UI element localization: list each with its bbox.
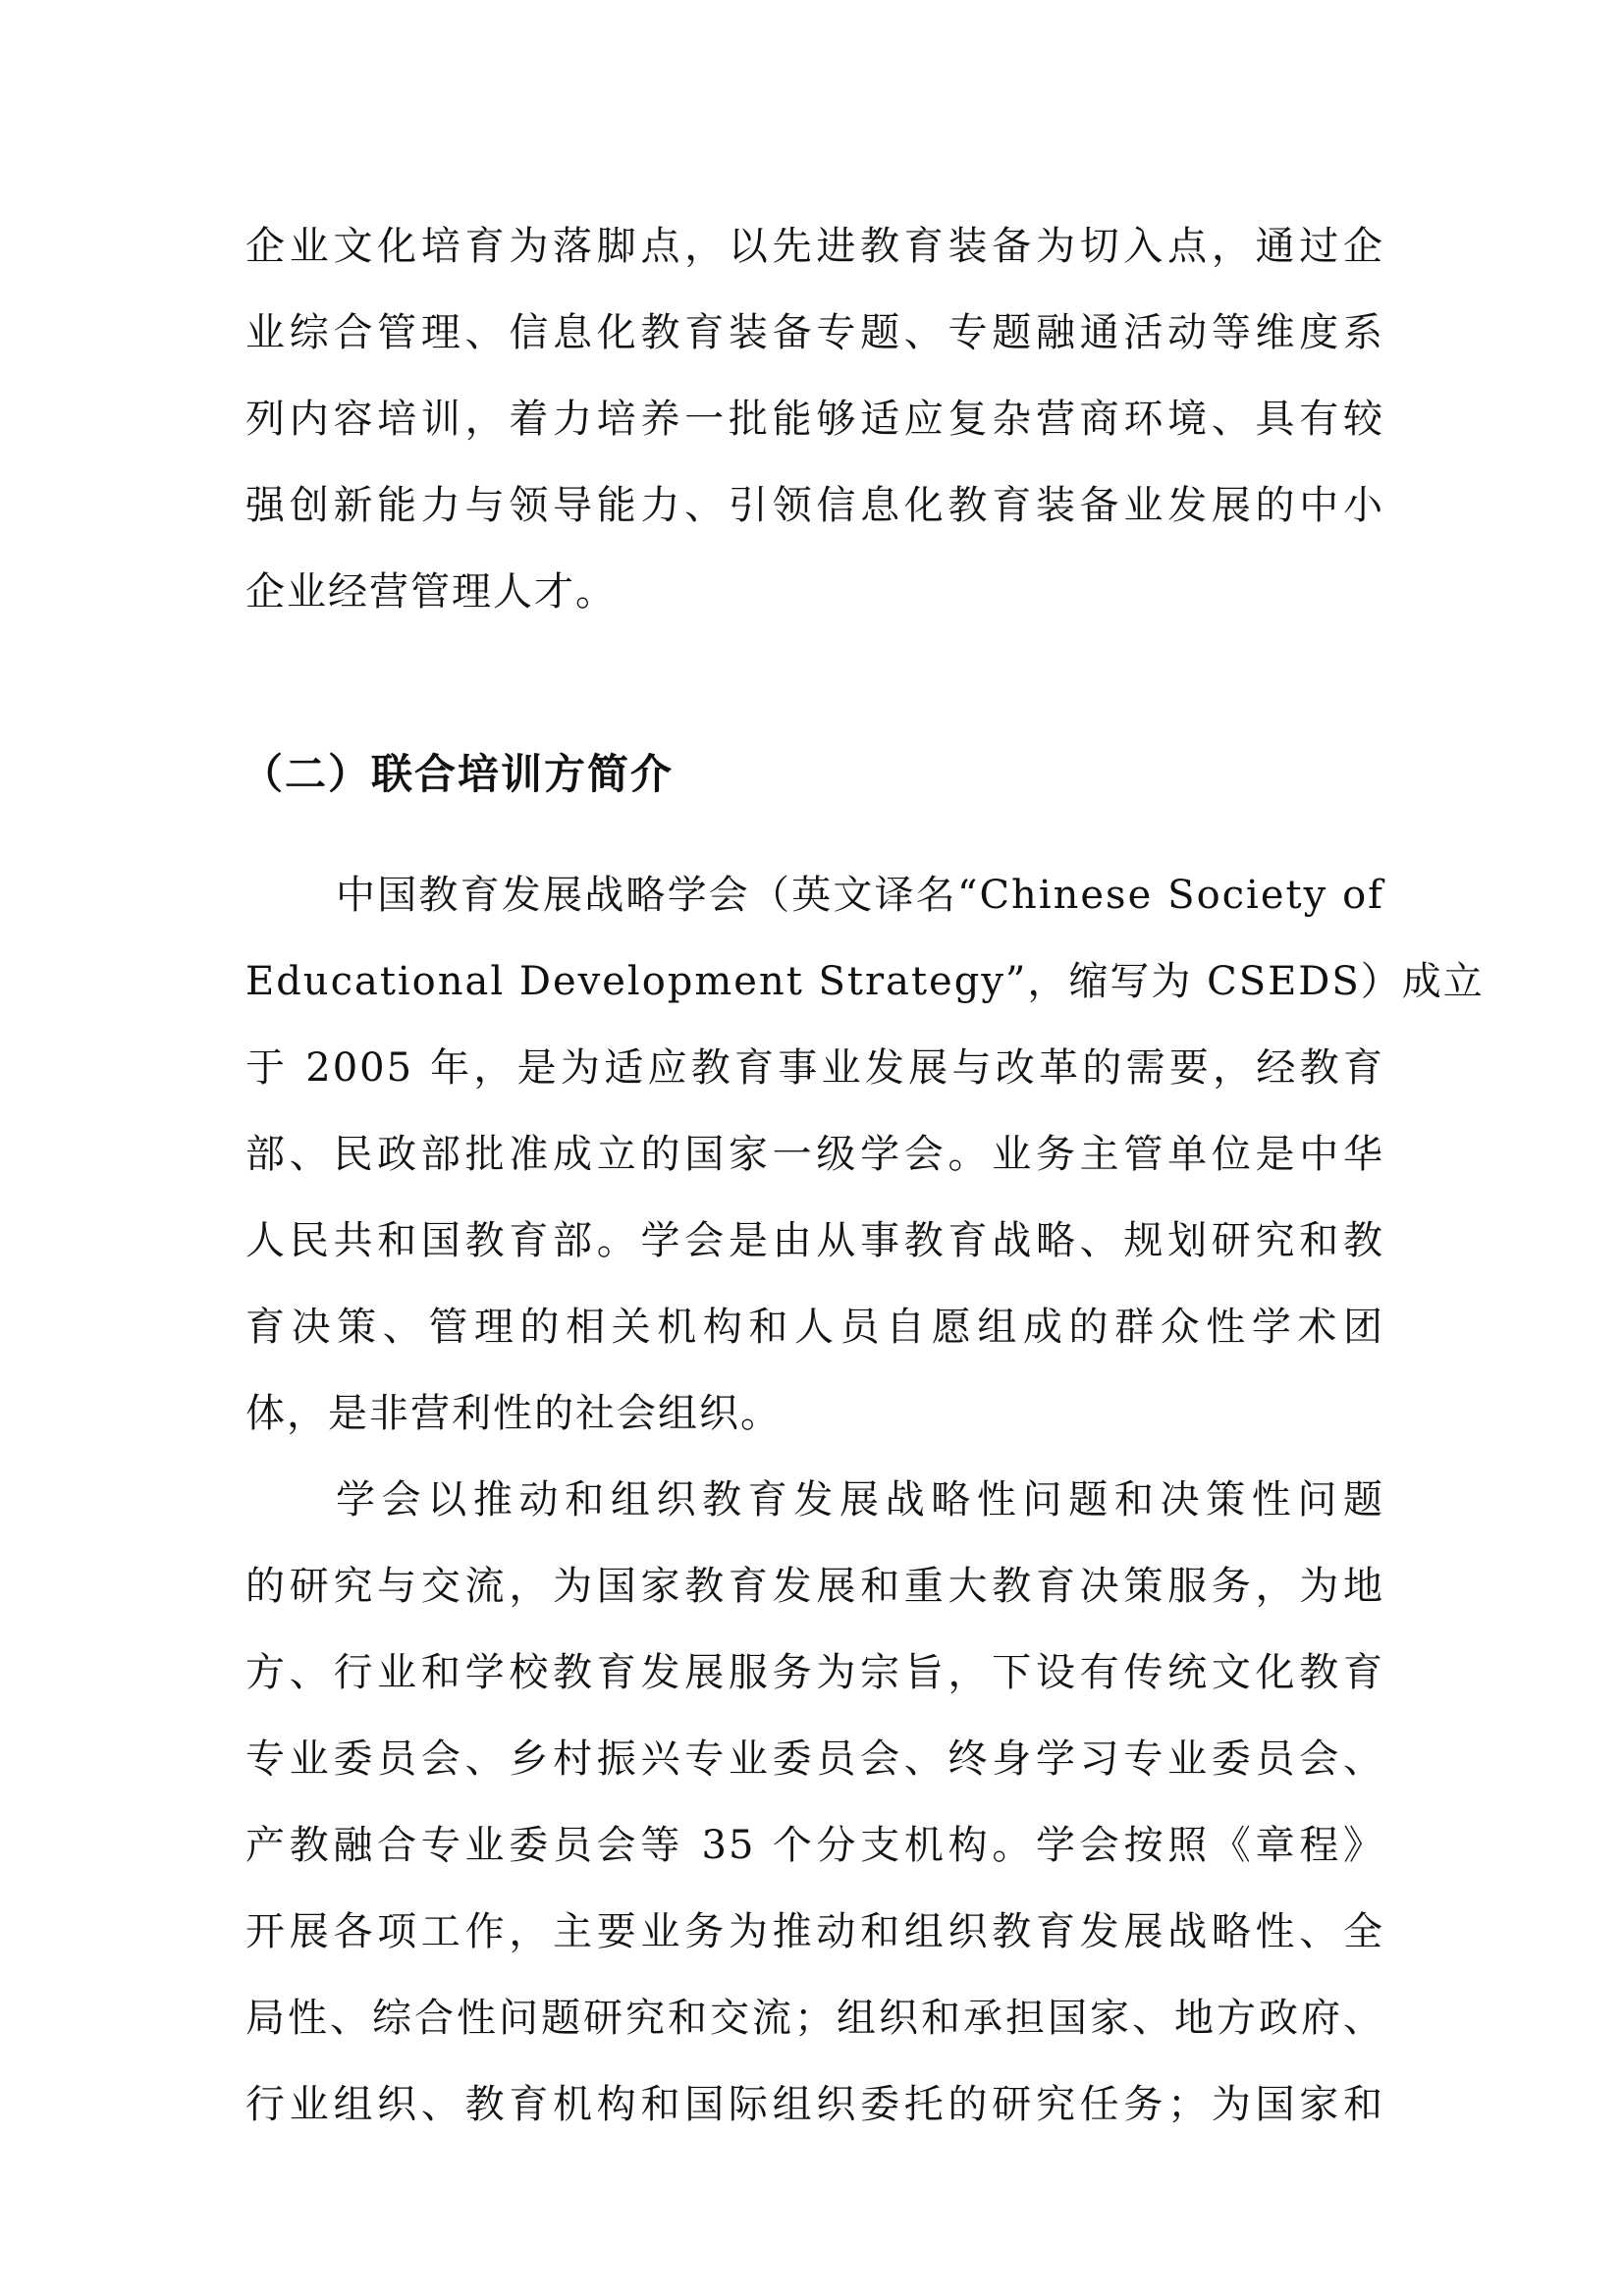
- text-line: Educational Development Strategy”，缩写为 CSEDS）成立: [245, 958, 1485, 1004]
- text-line: 部、民政部批准成立的国家一级学会。业务主管单位是中华: [245, 1131, 1384, 1177]
- text-line: 列内容培训，着力培养一批能够适应复杂营商环境、具有较: [245, 397, 1384, 442]
- text-line: 业综合管理、信息化教育装备专题、专题融通活动等维度系: [245, 310, 1384, 355]
- paragraph-1: [245, 203, 1384, 635]
- document-body: [242, 203, 1485, 2148]
- paragraph-3: [245, 1457, 1384, 2148]
- section-heading: （二）联合培训方简介: [242, 750, 675, 798]
- text-line: 育决策、管理的相关机构和人员自愿组成的群众性学术团: [245, 1304, 1384, 1350]
- paragraph-2: [245, 852, 1485, 1457]
- text-line: 的研究与交流，为国家教育发展和重大教育决策服务，为地: [245, 1563, 1384, 1609]
- text-line: 开展各项工作，主要业务为推动和组织教育发展战略性、全: [245, 1908, 1384, 1954]
- text-line: 企业经营管理人才。: [245, 569, 617, 614]
- text-line: 行业组织、教育机构和国际组织委托的研究任务；为国家和: [245, 2081, 1384, 2127]
- text-line: 强创新能力与领导能力、引领信息化教育装备业发展的中小: [245, 483, 1384, 528]
- text-line: 学会以推动和组织教育发展战略性问题和决策性问题: [336, 1476, 1384, 1522]
- text-line: 专业委员会、乡村振兴专业委员会、终身学习专业委员会、: [245, 1735, 1384, 1782]
- text-line: 中国教育发展战略学会（英文译名“Chinese Society of: [336, 872, 1384, 918]
- text-line: 企业文化培育为落脚点，以先进教育装备为切入点，通过企: [245, 224, 1384, 269]
- text-line: 体，是非营利性的社会组织。: [245, 1390, 782, 1436]
- text-line: 方、行业和学校教育发展服务为宗旨，下设有传统文化教育: [245, 1649, 1384, 1695]
- text-line: 人民共和国教育部。学会是由从事教育战略、规划研究和教: [245, 1217, 1384, 1263]
- text-line: 于 2005 年，是为适应教育事业发展与改革的需要，经教育: [245, 1044, 1384, 1091]
- text-line: 局性、综合性问题研究和交流；组织和承担国家、地方政府、: [245, 1995, 1384, 2041]
- text-line: 产教融合专业委员会等 35 个分支机构。学会按照《章程》: [245, 1822, 1384, 1868]
